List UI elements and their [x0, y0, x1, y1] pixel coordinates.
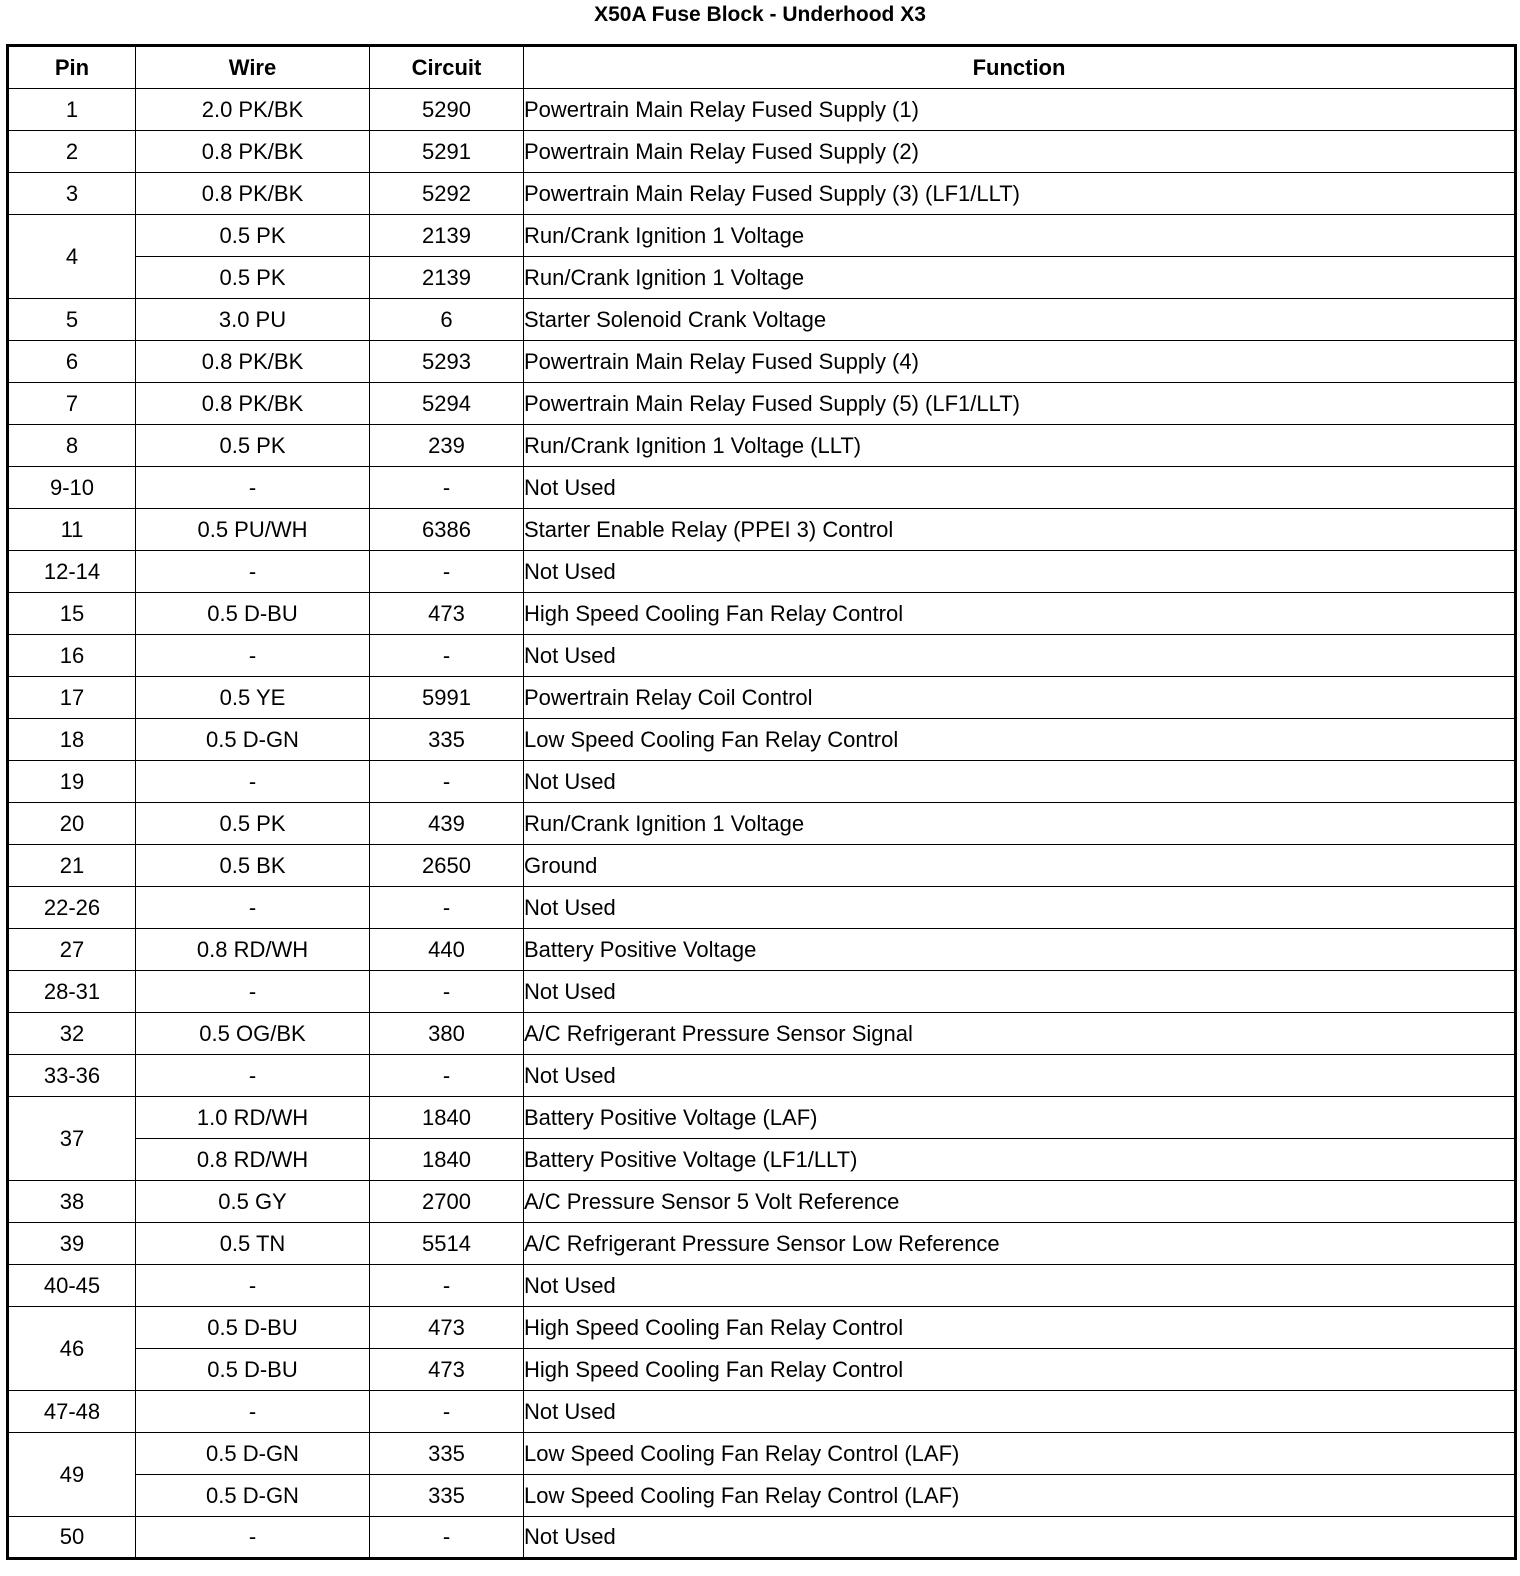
function-cell: Low Speed Cooling Fan Relay Control	[524, 719, 1516, 761]
pin-cell: 33-36	[8, 1055, 136, 1097]
circuit-cell: 6386	[370, 509, 524, 551]
table-row	[8, 1475, 1516, 1517]
circuit-cell: 5292	[370, 173, 524, 215]
table-row	[8, 383, 1516, 425]
function-cell: Low Speed Cooling Fan Relay Control (LAF)	[524, 1433, 1516, 1475]
function-cell: Run/Crank Ignition 1 Voltage (LLT)	[524, 425, 1516, 467]
table-row	[8, 761, 1516, 803]
table-row	[8, 341, 1516, 383]
function-cell: High Speed Cooling Fan Relay Control	[524, 1307, 1516, 1349]
circuit-cell: 5514	[370, 1223, 524, 1265]
pin-cell: 16	[8, 635, 136, 677]
table-row	[8, 1181, 1516, 1223]
pin-cell: 50	[8, 1517, 136, 1559]
pin-cell: 27	[8, 929, 136, 971]
circuit-cell: 5291	[370, 131, 524, 173]
circuit-cell: -	[370, 1265, 524, 1307]
pin-cell: 5	[8, 299, 136, 341]
circuit-cell: 473	[370, 1307, 524, 1349]
table-row	[8, 887, 1516, 929]
pin-cell: 6	[8, 341, 136, 383]
function-cell: Run/Crank Ignition 1 Voltage	[524, 257, 1516, 299]
circuit-cell: 2650	[370, 845, 524, 887]
table-row	[8, 593, 1516, 635]
function-header: Function	[524, 46, 1516, 89]
circuit-cell: -	[370, 551, 524, 593]
wire-cell: 0.8 PK/BK	[136, 173, 370, 215]
pin-cell: 28-31	[8, 971, 136, 1013]
wire-cell: 0.8 RD/WH	[136, 1139, 370, 1181]
table-row	[8, 1097, 1516, 1139]
circuit-cell: 239	[370, 425, 524, 467]
pin-cell: 19	[8, 761, 136, 803]
table-row	[8, 509, 1516, 551]
wire-cell: 0.5 PK	[136, 257, 370, 299]
table-row	[8, 425, 1516, 467]
function-cell: Starter Solenoid Crank Voltage	[524, 299, 1516, 341]
table-row	[8, 845, 1516, 887]
wire-cell: 1.0 RD/WH	[136, 1097, 370, 1139]
table-row	[8, 1013, 1516, 1055]
wire-cell: 2.0 PK/BK	[136, 89, 370, 131]
function-cell: Not Used	[524, 761, 1516, 803]
header-row	[8, 46, 1516, 89]
circuit-cell: -	[370, 1391, 524, 1433]
function-cell: Ground	[524, 845, 1516, 887]
wire-cell: -	[136, 971, 370, 1013]
pin-cell: 3	[8, 173, 136, 215]
circuit-cell: 1840	[370, 1139, 524, 1181]
table-row	[8, 1223, 1516, 1265]
table-row	[8, 1433, 1516, 1475]
table-row	[8, 803, 1516, 845]
pin-cell: 18	[8, 719, 136, 761]
function-cell: High Speed Cooling Fan Relay Control	[524, 1349, 1516, 1391]
wire-cell: 0.5 PK	[136, 425, 370, 467]
circuit-cell: 335	[370, 719, 524, 761]
function-cell: Powertrain Main Relay Fused Supply (2)	[524, 131, 1516, 173]
wire-cell: 0.5 D-BU	[136, 1307, 370, 1349]
circuit-cell: 1840	[370, 1097, 524, 1139]
circuit-cell: 473	[370, 593, 524, 635]
function-cell: Not Used	[524, 467, 1516, 509]
table-row	[8, 215, 1516, 257]
pin-cell: 17	[8, 677, 136, 719]
circuit-cell: 2700	[370, 1181, 524, 1223]
pin-cell: 38	[8, 1181, 136, 1223]
circuit-cell: 5991	[370, 677, 524, 719]
function-cell: High Speed Cooling Fan Relay Control	[524, 593, 1516, 635]
wire-cell: -	[136, 467, 370, 509]
pin-cell: 47-48	[8, 1391, 136, 1433]
wire-cell: 0.5 D-GN	[136, 1433, 370, 1475]
circuit-cell: 2139	[370, 257, 524, 299]
circuit-cell: 5290	[370, 89, 524, 131]
table-row	[8, 1349, 1516, 1391]
circuit-cell: 439	[370, 803, 524, 845]
circuit-cell: -	[370, 1517, 524, 1559]
circuit-cell: 5294	[370, 383, 524, 425]
wire-cell: 0.5 GY	[136, 1181, 370, 1223]
table-row	[8, 173, 1516, 215]
function-cell: Run/Crank Ignition 1 Voltage	[524, 803, 1516, 845]
pin-cell: 15	[8, 593, 136, 635]
function-cell: Battery Positive Voltage	[524, 929, 1516, 971]
function-cell: Powertrain Relay Coil Control	[524, 677, 1516, 719]
wire-cell: -	[136, 635, 370, 677]
table-row	[8, 1055, 1516, 1097]
wire-cell: 0.5 D-BU	[136, 1349, 370, 1391]
circuit-cell: -	[370, 887, 524, 929]
table-row	[8, 467, 1516, 509]
table-row	[8, 299, 1516, 341]
wire-cell: -	[136, 761, 370, 803]
pin-header: Pin	[8, 46, 136, 89]
pin-cell: 46	[8, 1307, 136, 1391]
pin-cell: 8	[8, 425, 136, 467]
pin-cell: 40-45	[8, 1265, 136, 1307]
pin-cell: 39	[8, 1223, 136, 1265]
function-cell: Powertrain Main Relay Fused Supply (3) (LF1/LLT)	[524, 173, 1516, 215]
circuit-cell: 2139	[370, 215, 524, 257]
circuit-cell: 380	[370, 1013, 524, 1055]
wire-cell: 0.5 PU/WH	[136, 509, 370, 551]
table-row	[8, 971, 1516, 1013]
circuit-cell: 5293	[370, 341, 524, 383]
pin-cell: 4	[8, 215, 136, 299]
circuit-cell: 440	[370, 929, 524, 971]
pin-cell: 22-26	[8, 887, 136, 929]
wire-cell: 0.5 YE	[136, 677, 370, 719]
wire-cell: -	[136, 1265, 370, 1307]
table-row	[8, 89, 1516, 131]
wire-cell: 0.5 BK	[136, 845, 370, 887]
wire-cell: 0.8 PK/BK	[136, 341, 370, 383]
wire-cell: -	[136, 887, 370, 929]
function-cell: Not Used	[524, 1391, 1516, 1433]
circuit-cell: -	[370, 467, 524, 509]
wire-cell: 0.5 D-GN	[136, 1475, 370, 1517]
circuit-header: Circuit	[370, 46, 524, 89]
function-cell: Not Used	[524, 1517, 1516, 1559]
function-cell: Not Used	[524, 971, 1516, 1013]
function-cell: Run/Crank Ignition 1 Voltage	[524, 215, 1516, 257]
wire-cell: 0.5 D-BU	[136, 593, 370, 635]
function-cell: A/C Pressure Sensor 5 Volt Reference	[524, 1181, 1516, 1223]
function-cell: A/C Refrigerant Pressure Sensor Low Reference	[524, 1223, 1516, 1265]
pin-cell: 11	[8, 509, 136, 551]
pin-rows	[8, 89, 1516, 1559]
function-cell: Not Used	[524, 1055, 1516, 1097]
pin-cell: 49	[8, 1433, 136, 1517]
table-row	[8, 257, 1516, 299]
circuit-cell: -	[370, 761, 524, 803]
wire-cell: -	[136, 1391, 370, 1433]
wire-header: Wire	[136, 46, 370, 89]
pin-cell: 1	[8, 89, 136, 131]
wire-cell: -	[136, 1055, 370, 1097]
table-row	[8, 1139, 1516, 1181]
function-cell: Powertrain Main Relay Fused Supply (1)	[524, 89, 1516, 131]
function-cell: Battery Positive Voltage (LAF)	[524, 1097, 1516, 1139]
function-cell: Not Used	[524, 551, 1516, 593]
function-cell: Powertrain Main Relay Fused Supply (5) (LF1/LLT)	[524, 383, 1516, 425]
wire-cell: 3.0 PU	[136, 299, 370, 341]
circuit-cell: 6	[370, 299, 524, 341]
wire-cell: 0.8 PK/BK	[136, 383, 370, 425]
circuit-cell: -	[370, 635, 524, 677]
pin-cell: 12-14	[8, 551, 136, 593]
wire-cell: 0.5 OG/BK	[136, 1013, 370, 1055]
pin-cell: 2	[8, 131, 136, 173]
circuit-cell: -	[370, 1055, 524, 1097]
table-row	[8, 131, 1516, 173]
table-row	[8, 1391, 1516, 1433]
circuit-cell: 335	[370, 1433, 524, 1475]
function-cell: Not Used	[524, 635, 1516, 677]
wire-cell: 0.8 RD/WH	[136, 929, 370, 971]
pinout-table	[6, 44, 1517, 1560]
table-row	[8, 677, 1516, 719]
table-row	[8, 551, 1516, 593]
function-cell: Powertrain Main Relay Fused Supply (4)	[524, 341, 1516, 383]
pin-cell: 21	[8, 845, 136, 887]
circuit-cell: -	[370, 971, 524, 1013]
function-cell: Low Speed Cooling Fan Relay Control (LAF)	[524, 1475, 1516, 1517]
pin-cell: 7	[8, 383, 136, 425]
wire-cell: 0.5 D-GN	[136, 719, 370, 761]
wire-cell: 0.5 TN	[136, 1223, 370, 1265]
table-row	[8, 929, 1516, 971]
wire-cell: 0.8 PK/BK	[136, 131, 370, 173]
function-cell: Battery Positive Voltage (LF1/LLT)	[524, 1139, 1516, 1181]
table-row	[8, 719, 1516, 761]
table-row	[8, 635, 1516, 677]
function-cell: Not Used	[524, 887, 1516, 929]
pin-cell: 20	[8, 803, 136, 845]
table-row	[8, 1265, 1516, 1307]
pin-cell: 9-10	[8, 467, 136, 509]
table-row	[8, 1307, 1516, 1349]
wire-cell: 0.5 PK	[136, 215, 370, 257]
circuit-cell: 473	[370, 1349, 524, 1391]
wire-cell: 0.5 PK	[136, 803, 370, 845]
wire-cell: -	[136, 1517, 370, 1559]
function-cell: A/C Refrigerant Pressure Sensor Signal	[524, 1013, 1516, 1055]
pin-cell: 37	[8, 1097, 136, 1181]
pin-cell: 32	[8, 1013, 136, 1055]
function-cell: Not Used	[524, 1265, 1516, 1307]
table-row	[8, 1517, 1516, 1559]
table-title: X50A Fuse Block - Underhood X3	[594, 3, 926, 26]
circuit-cell: 335	[370, 1475, 524, 1517]
function-cell: Starter Enable Relay (PPEI 3) Control	[524, 509, 1516, 551]
wire-cell: -	[136, 551, 370, 593]
